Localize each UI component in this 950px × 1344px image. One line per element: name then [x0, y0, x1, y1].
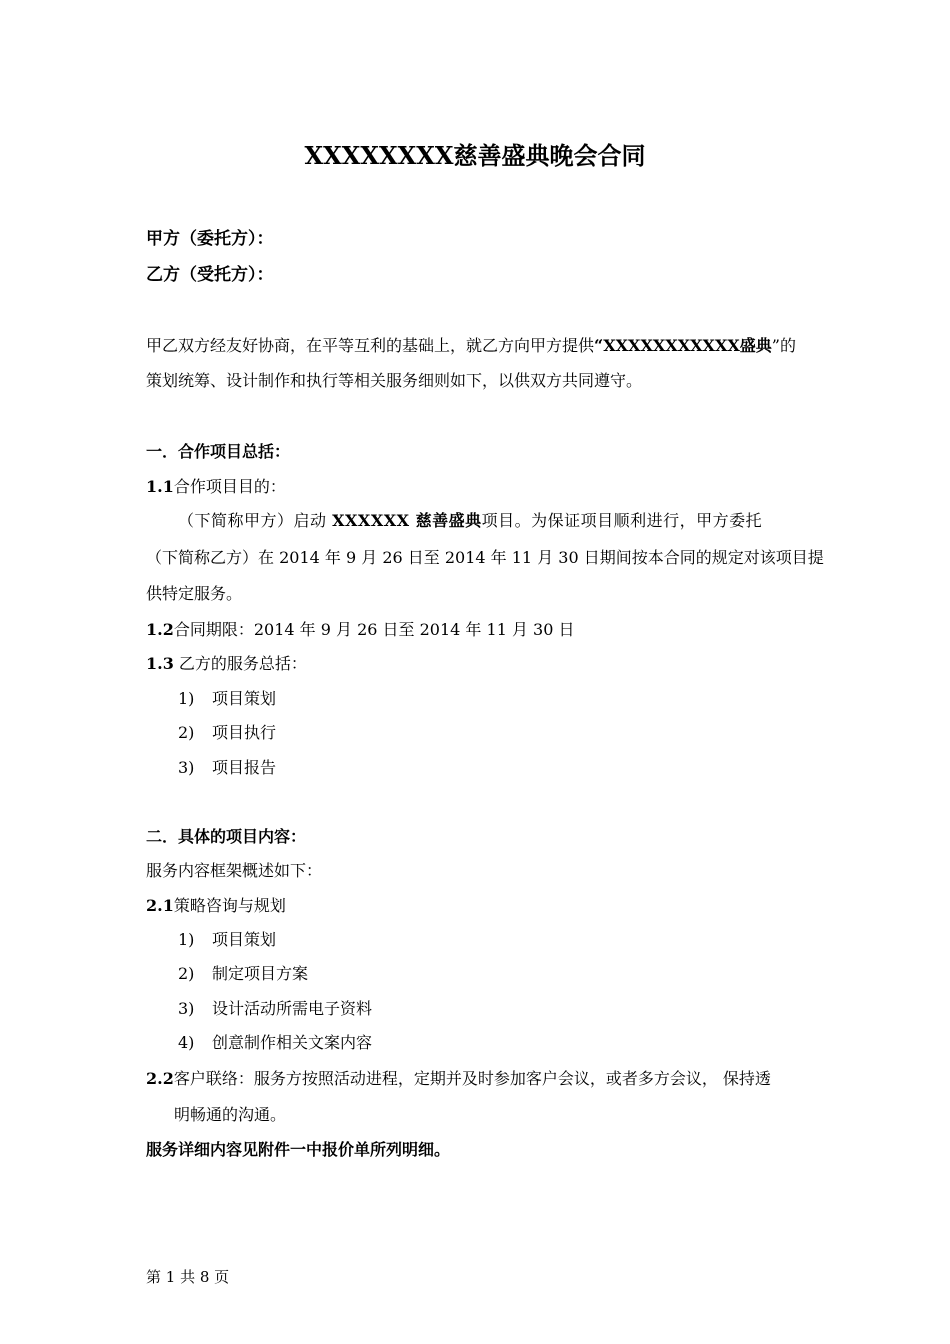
list-item [178, 963, 308, 985]
list-item [178, 998, 372, 1020]
clause-1-1-title: 合作项目目的： [173, 477, 286, 496]
document-title: XXXXXXXX慈善盛典晚会合同 [304, 141, 646, 170]
paragraph-text-end: 项目。为保证项目顺利进行，甲方委托 [481, 511, 763, 530]
list-item-number: 2) [178, 964, 195, 983]
clause-1-1-paragraph-line-1 [178, 510, 762, 532]
list-item-text: 制定项目方案 [212, 964, 309, 983]
list-item [178, 688, 276, 710]
paragraph-text: （下简称甲方）启动 [178, 511, 333, 530]
clause-2-1-number: 2.1 [146, 896, 174, 915]
clause-2-1 [146, 895, 286, 917]
closing-note: 服务详细内容见附件一中报价单所列明细。 [146, 1140, 451, 1159]
list-item [178, 1032, 372, 1054]
clause-1-3-number: 1.3 [146, 654, 174, 673]
list-item-number: 1) [178, 689, 195, 708]
clause-2-2 [146, 1068, 771, 1090]
list-item-number: 4) [178, 1033, 195, 1052]
clause-1-1-paragraph-line-2: （下简称乙方）在 2014 年 9 月 26 日至 2014 年 11 月 30 日期间按本合同的规定对该项目提 [146, 548, 824, 567]
intro-paragraph-line-1 [146, 335, 796, 357]
clause-1-1-number: 1.1 [146, 477, 174, 496]
list-item-text: 项目执行 [212, 723, 277, 742]
list-item-number: 3) [178, 758, 195, 777]
clause-2-2-number: 2.2 [146, 1069, 174, 1088]
list-item-text: 设计活动所需电子资料 [212, 999, 373, 1018]
section-2-intro: 服务内容框架概述如下： [146, 861, 323, 880]
party-b-label: 乙方（受托方）： [146, 265, 274, 285]
intro-paragraph-line-2: 策划统筹、设计制作和执行等相关服务细则如下，以供双方共同遵守。 [146, 371, 643, 390]
clause-1-3-text: 乙方的服务总括： [173, 654, 307, 673]
clause-1-3 [146, 653, 307, 675]
page-number-footer: 第 1 共 8 页 [146, 1268, 230, 1286]
intro-event-name: “XXXXXXXXXXX盛典 [594, 336, 772, 355]
list-item [178, 722, 276, 744]
list-item-number: 3) [178, 999, 195, 1018]
clause-1-2 [146, 619, 575, 641]
list-item-number: 1) [178, 930, 195, 949]
project-name: XXXXXX 慈善盛典 [332, 511, 482, 530]
party-a-label: 甲方（委托方）： [146, 229, 274, 249]
intro-text-end: ”的 [771, 336, 796, 355]
clause-2-1-title: 策略咨询与规划 [173, 896, 286, 915]
section-1-heading: 一．合作项目总括： [146, 442, 291, 461]
clause-1-1-paragraph-line-3: 供特定服务。 [146, 584, 243, 603]
clause-1-2-text: 合同期限：2014 年 9 月 26 日至 2014 年 11 月 30 日 [173, 620, 575, 639]
list-item-text: 项目策划 [212, 689, 277, 708]
clause-1-2-number: 1.2 [146, 620, 174, 639]
intro-text: 甲乙双方经友好协商，在平等互利的基础上，就乙方向甲方提供 [146, 336, 595, 355]
clause-2-2-text: 客户联络：服务方按照活动进程，定期并及时参加客户会议，或者多方会议， 保持透 [173, 1069, 771, 1088]
list-item-text: 创意制作相关文案内容 [212, 1033, 373, 1052]
list-item [178, 929, 276, 951]
list-item [178, 757, 276, 779]
clause-2-2-continuation: 明畅通的沟通。 [174, 1105, 287, 1124]
list-item-text: 项目策划 [212, 930, 277, 949]
list-item-number: 2) [178, 723, 195, 742]
section-2-heading: 二．具体的项目内容： [146, 827, 307, 846]
list-item-text: 项目报告 [212, 758, 277, 777]
clause-1-1 [146, 476, 286, 498]
